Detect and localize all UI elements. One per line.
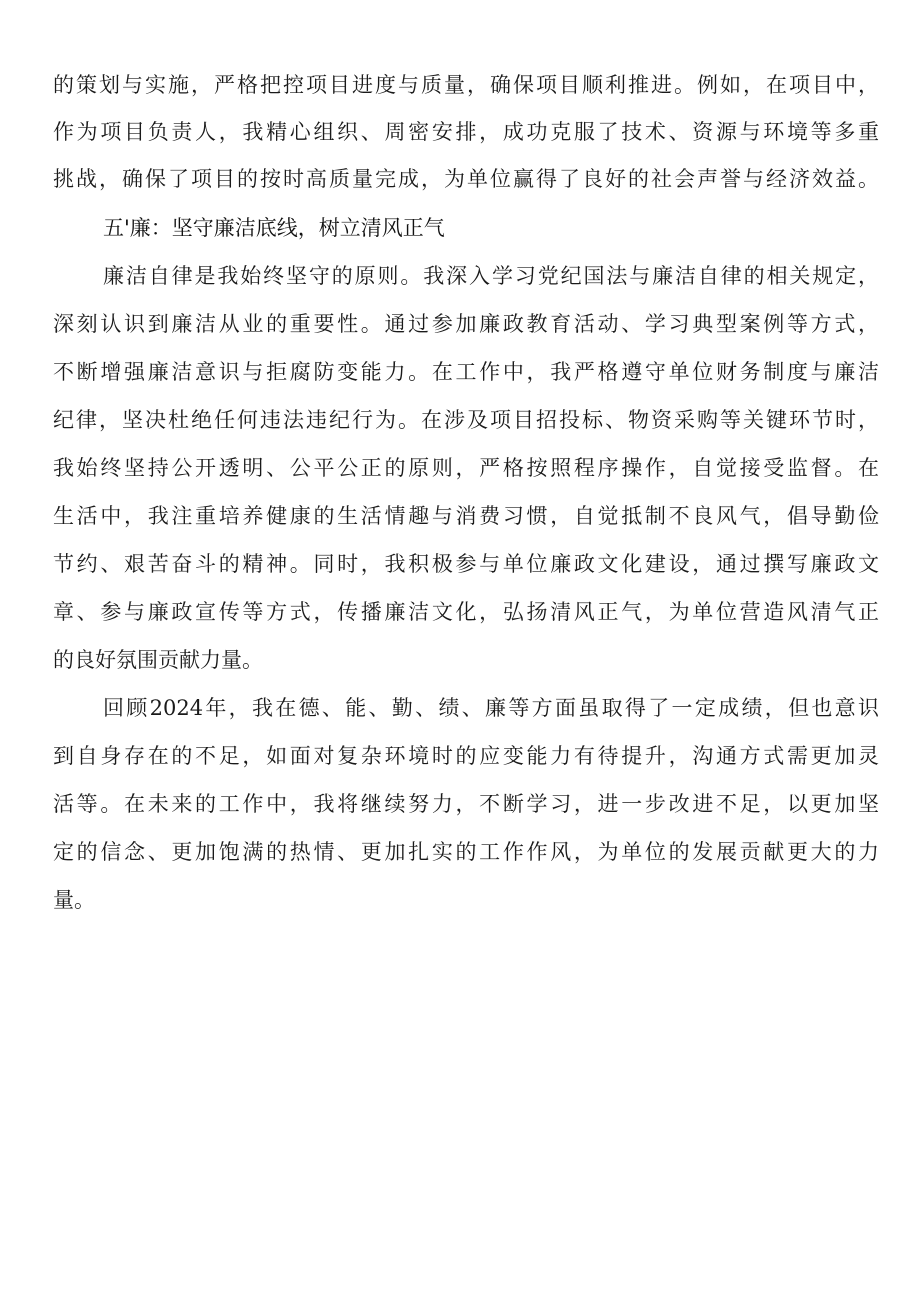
summary-line: 到自身存在的不足，如面对复杂环境时的应变能力有待提升，沟通方式需更加灵 [53,744,879,768]
summary-line: 量。 [53,888,95,912]
intro-line: 的策划与实施，严格把控项目进度与质量，确保项目顺利推进。例如，在项目中， [53,73,879,97]
section-line: 节约、艰苦奋斗的精神。同时，我积极参与单位廉政文化建设，通过撰写廉政文 [53,552,879,576]
section-line: 的良好氛围贡献力量。 [53,648,263,672]
section-line: 廉洁自律是我始终坚守的原则。我深入学习党纪国法与廉洁自律的相关规定， [103,264,879,288]
section-line: 深刻认识到廉洁从业的重要性。通过参加廉政教育活动、学习典型案例等方式， [53,312,879,336]
summary-line: 回顾2024年，我在德、能、勤、绩、廉等方面虽取得了一定成绩，但也意识 [103,696,879,720]
section-line: 不断增强廉洁意识与拒腐防变能力。在工作中，我严格遵守单位财务制度与廉洁 [53,360,879,384]
summary-line: 定的信念、更加饱满的热情、更加扎实的工作作风，为单位的发展贡献更大的力 [53,840,879,864]
intro-line: 挑战，确保了项目的按时高质量完成，为单位赢得了良好的社会声誉与经济效益。 [53,167,879,191]
section-line: 生活中，我注重培养健康的生活情趣与消费习惯，自觉抵制不良风气，倡导勤俭 [53,504,879,528]
section-heading: 五'廉：坚守廉洁底线，树立清风正气 [103,216,445,240]
summary-line: 活等。在未来的工作中，我将继续努力，不断学习，进一步改进不足，以更加坚 [53,792,879,816]
intro-line: 作为项目负责人，我精心组织、周密安排，成功克服了技术、资源与环境等多重 [53,120,879,144]
section-line: 我始终坚持公开透明、公平公正的原则，严格按照程序操作，自觉接受监督。在 [53,456,879,480]
section-line: 纪律，坚决杜绝任何违法违纪行为。在涉及项目招投标、物资采购等关键环节时， [53,408,879,432]
section-line: 章、参与廉政宣传等方式，传播廉洁文化，弘扬清风正气，为单位营造风清气正 [53,600,879,624]
